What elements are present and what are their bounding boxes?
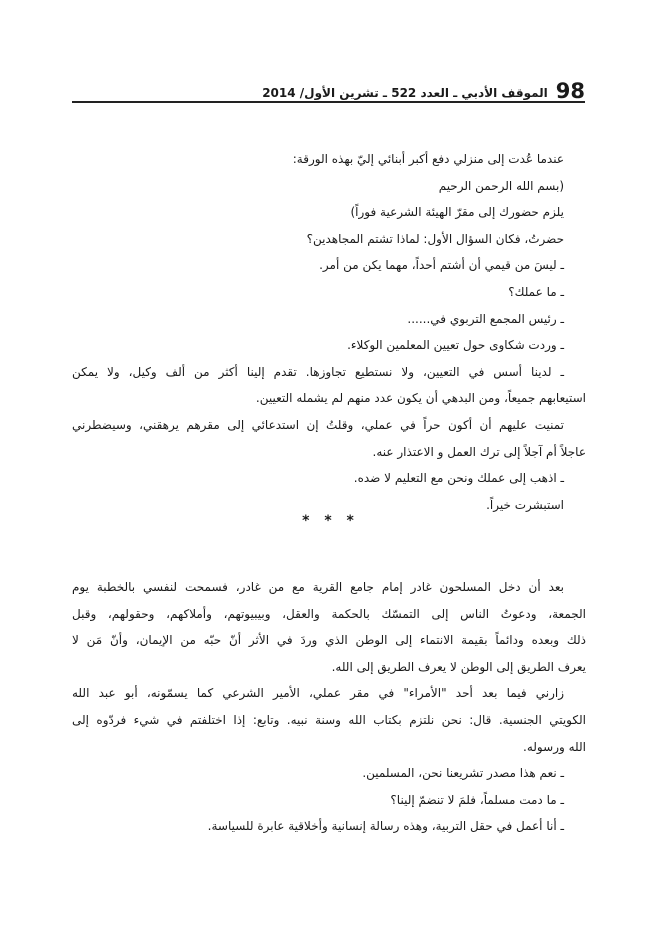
page-number: 98 (555, 79, 585, 103)
paragraph: ـ ما عملك؟ (508, 284, 564, 299)
paragraph: زارني فيما بعد أحد "الأمراء" في مقر عملي، الأمير الشرعي كما يسمّونه، أبو عبد الله (72, 686, 564, 701)
section-two (72, 574, 586, 840)
paragraph: الله ورسوله. (523, 739, 586, 754)
paragraph: عاجلاً أم آجلاً إلى ترك العمل و الاعتذار عنه. (372, 444, 586, 459)
paragraph: استيعابهم جميعاً، ومن البدهي أن يكون عدد منهم لم يشمله التعيين. (255, 391, 586, 406)
header-rule (72, 101, 585, 103)
paragraph: يلزم حضورك إلى مقرّ الهيئة الشرعية فوراً) (350, 205, 564, 220)
page-header (72, 76, 585, 102)
running-title: الموقف الأدبي ـ العدد 522 ـ تشرين الأول/ 2014 (262, 86, 548, 100)
paragraph: (بسم الله الرحمن الرحيم (438, 178, 564, 193)
paragraph: ذلك وبعده ودائماً بقيمة الانتماء إلى الوطن الذي وردَ في الأثر أنّ حبّه من الإيمان، وأنّ مَن لا (72, 633, 586, 648)
paragraph: ـ نعم هذا مصدر تشريعنا نحن، المسلمين. (362, 766, 564, 781)
paragraph: حضرتُ، فكان السؤال الأول: لماذا تشتم المجاهدين؟ (306, 231, 564, 246)
section-one (72, 146, 586, 518)
paragraph: ـ أنا أعمل في حقل التربية، وهذه رسالة إنسانية وأخلاقية عابرة للسياسة. (207, 819, 564, 834)
paragraph: ـ لدينا أسس في التعيين، ولا نستطيع تجاوزها. تقدم إلينا أكثر من ألف وكيل، ولا يمكن (72, 364, 564, 379)
paragraph: الكويتي الجنسية. قال: نحن نلتزم بكتاب الله وسنة نبيه. وتابع: إذا اختلفتم في شيء فردّوه إلى (72, 712, 586, 727)
paragraph: ـ وردت شكاوى حول تعيين المعلمين الوكلاء. (347, 338, 564, 353)
paragraph: ـ ما دمت مسلماً، فلمَ لا تنضمّ إلينا؟ (390, 792, 564, 807)
paragraph: بعد أن دخل المسلحون غادر إمام جامع القرية مع من غادر، فسمحت لنفسي بالخطبة يوم (72, 580, 564, 594)
section-separator: * * * (302, 513, 359, 529)
paragraph: تمنيت عليهم أن أكون حراً في عملي، وقلتُ إن استدعائي إلى مقرهم يرهقني، وسيضطرني (72, 417, 564, 432)
paragraph: يعرف الطريق إلى الوطن لا يعرف الطريق إلى الله. (331, 659, 586, 674)
paragraph: ـ اذهب إلى عملك ونحن مع التعليم لا ضده. (353, 471, 564, 486)
paragraph: ـ رئيس المجمع التربوي في...... (407, 311, 564, 326)
paragraph: الجمعة، ودعوتُ الناس إلى التمسّك بالحكمة والعقل، وبيبيوتهم، وأملاكهم، وحقولهم، وقبل (72, 606, 586, 621)
paragraph: ـ ليسَ من قيمي أن أشتم أحداً، مهما يكن من أمر. (319, 258, 564, 273)
paragraph: عندما عُدت إلى منزلي دفع أكبر أبنائي إليّ بهذه الورقة: (292, 152, 564, 166)
paragraph: استبشرت خيراً. (486, 497, 564, 512)
